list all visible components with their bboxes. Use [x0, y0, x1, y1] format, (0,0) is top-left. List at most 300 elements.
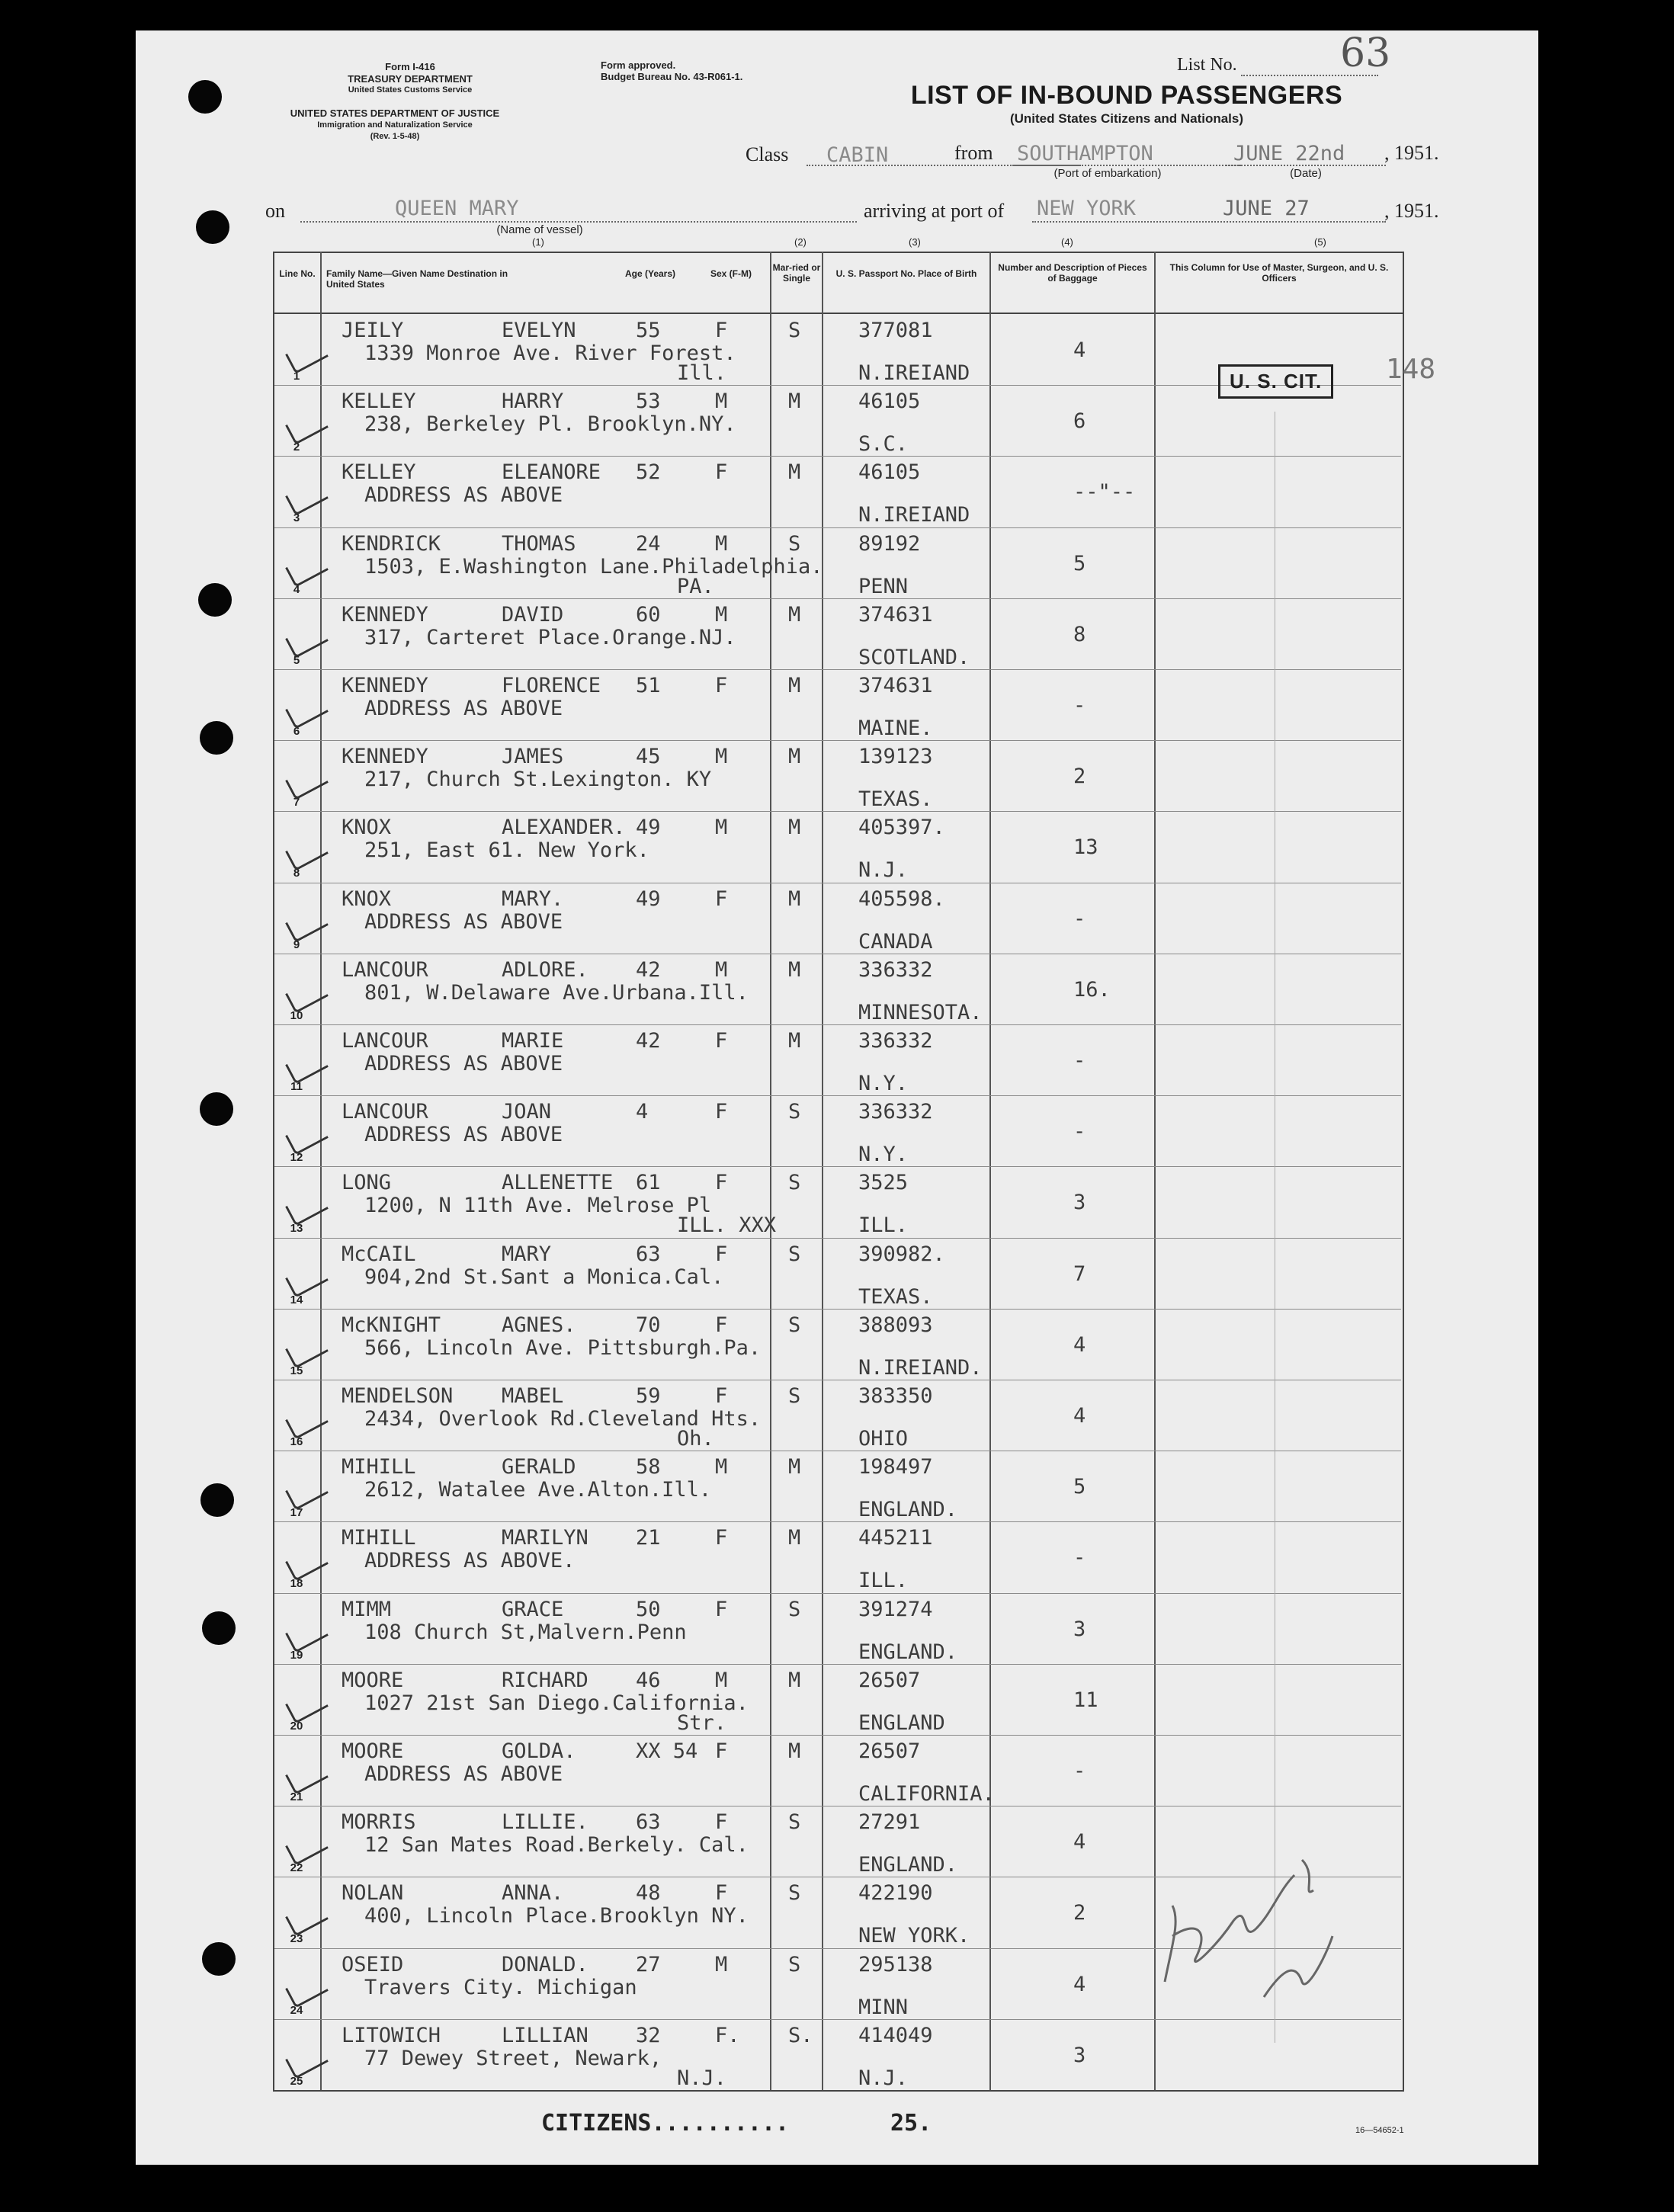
binder-hole	[198, 583, 232, 617]
given-name: GRACE	[502, 1597, 564, 1621]
address: 566, Lincoln Ave. Pittsburgh.Pa.	[364, 1335, 762, 1360]
departure-year: , 1951.	[1384, 142, 1439, 164]
passport-no: 46105	[858, 390, 921, 414]
age: 42	[636, 1029, 661, 1053]
given-name: THOMAS	[502, 531, 576, 556]
place-of-birth: MINN	[858, 1995, 909, 2019]
ins-label: Immigration and Naturalization Service	[317, 120, 473, 130]
baggage: 4	[1073, 338, 1086, 362]
marital-status: S	[788, 1313, 801, 1337]
on-label: on	[265, 200, 285, 222]
given-name: DAVID	[502, 602, 564, 627]
marital-status: S	[788, 319, 801, 342]
sex: F	[715, 1384, 728, 1408]
marital-status: S	[788, 1171, 801, 1195]
age: 42	[636, 957, 661, 982]
given-name: LILLIAN	[502, 2023, 588, 2047]
row-divider	[274, 527, 1401, 528]
marital-status: M	[788, 957, 801, 982]
address: 317, Carteret Place.Orange.NJ.	[364, 625, 736, 649]
sex: M	[715, 957, 728, 982]
passport-no: 383350	[858, 1384, 933, 1408]
passport-no: 377081	[858, 319, 933, 342]
place-of-birth: TEXAS.	[858, 787, 933, 812]
family-name: NOLAN	[342, 1881, 404, 1906]
address: 801, W.Delaware Ave.Urbana.Ill.	[364, 980, 749, 1005]
col-baggage: Number and Description of Pieces of Baggage	[998, 262, 1147, 284]
passport-no: 336332	[858, 957, 933, 982]
age: 49	[636, 886, 661, 911]
marital-status: S	[788, 1952, 801, 1976]
sex: M	[715, 816, 728, 840]
sex: F	[715, 1739, 728, 1763]
form-approved: Form approved.	[601, 59, 676, 71]
officer-signature	[1150, 1829, 1340, 2012]
place-of-birth: N.J.	[858, 858, 909, 883]
col-num-3: (3)	[909, 236, 921, 248]
given-name: ALEXANDER.	[502, 816, 626, 840]
passport-no: 139123	[858, 745, 933, 769]
family-name: KNOX	[342, 886, 392, 911]
col-married: Mar-ried or Single	[772, 262, 821, 284]
passport-no: 26507	[858, 1668, 921, 1692]
given-name: ADLORE.	[502, 957, 588, 982]
line-number: 3	[293, 511, 300, 525]
baggage: 4	[1073, 1404, 1086, 1428]
line-number: 19	[290, 1648, 303, 1662]
passport-no: 27291	[858, 1810, 921, 1835]
vessel-name: QUEEN MARY	[395, 197, 519, 220]
passport-no: 414049	[858, 2023, 933, 2047]
binder-hole	[200, 1483, 234, 1517]
given-name: EVELYN	[502, 319, 576, 342]
address: 238, Berkeley Pl. Brooklyn.NY.	[364, 412, 736, 437]
marital-status: S	[788, 1384, 801, 1408]
row-divider	[274, 1593, 1401, 1594]
baggage: -	[1073, 1120, 1086, 1144]
address: 2612, Watalee Ave.Alton.Ill.	[364, 1478, 712, 1502]
address: ADDRESS AS ABOVE.	[364, 1549, 576, 1573]
age: 49	[636, 816, 661, 840]
place-of-birth: CALIFORNIA.	[858, 1782, 995, 1806]
line-number: 9	[293, 938, 300, 951]
marital-status: M	[788, 1739, 801, 1763]
from-label: from	[954, 142, 993, 164]
citizens-count: 25.	[890, 2110, 932, 2137]
row-divider	[274, 1309, 1401, 1310]
baggage: 2	[1073, 1901, 1086, 1925]
address: ADDRESS AS ABOVE	[364, 1123, 563, 1147]
passport-no: 374631	[858, 674, 933, 697]
passport-no: 295138	[858, 1952, 933, 1976]
row-divider	[274, 1664, 1401, 1665]
given-name: MARY.	[502, 886, 564, 911]
line-number: 22	[290, 1861, 303, 1875]
family-name: JEILY	[342, 319, 404, 342]
address-line-2: Oh.	[677, 1427, 714, 1451]
line-number: 18	[290, 1577, 303, 1591]
given-name: RICHARD	[502, 1668, 588, 1692]
sex: F	[715, 1526, 728, 1550]
line-number: 13	[290, 1222, 303, 1236]
list-no-value: 63	[1340, 30, 1391, 76]
address-line-2: N.J.	[677, 2066, 727, 2090]
form-number: Form I-416	[385, 61, 435, 72]
sex: F.	[715, 2023, 740, 2047]
age: 61	[636, 1171, 661, 1195]
family-name: KENNEDY	[342, 745, 428, 769]
age: 59	[636, 1384, 661, 1408]
col-line-no: Line No.	[279, 268, 316, 279]
marital-status: M	[788, 1029, 801, 1053]
passport-no: 3525	[858, 1171, 909, 1195]
row-divider	[274, 598, 1401, 599]
passport-no: 198497	[858, 1455, 933, 1479]
address-line-2: PA.	[677, 574, 714, 598]
row-divider	[274, 1521, 1401, 1522]
baggage: -	[1073, 1759, 1086, 1783]
baggage: -	[1073, 1546, 1086, 1570]
departure-date: JUNE 22nd	[1233, 142, 1345, 165]
place-of-birth: N.IREIAND	[858, 361, 970, 385]
page-title: LIST OF IN-BOUND PASSENGERS	[910, 81, 1343, 110]
line-number: 16	[290, 1435, 303, 1448]
place-of-birth: ILL.	[858, 1213, 909, 1238]
place-of-birth: S.C.	[858, 432, 909, 457]
address: 251, East 61. New York.	[364, 838, 649, 863]
row-divider	[274, 1166, 1401, 1167]
given-name: JAMES	[502, 745, 564, 769]
sex: F	[715, 1100, 728, 1124]
baggage: 16.	[1073, 977, 1111, 1002]
baggage: 8	[1073, 622, 1086, 646]
age: 63	[636, 1242, 661, 1266]
age: 32	[636, 2023, 661, 2047]
baggage: -	[1073, 906, 1086, 931]
passport-no: 405598.	[858, 886, 945, 911]
passport-no: 391274	[858, 1597, 933, 1621]
row-divider	[274, 1735, 1401, 1736]
col-num-2: (2)	[794, 236, 807, 248]
sex: F	[715, 1597, 728, 1621]
binder-hole	[196, 210, 229, 244]
place-of-birth: MINNESOTA.	[858, 1000, 983, 1024]
row-divider	[274, 1095, 1401, 1096]
line-number: 1	[293, 370, 300, 383]
baggage: 5	[1073, 1475, 1086, 1499]
baggage: 11	[1073, 1688, 1098, 1712]
family-name: MOORE	[342, 1668, 404, 1692]
budget-bureau: Budget Bureau No. 43-R061-1.	[601, 71, 743, 82]
given-name: MARY	[502, 1242, 552, 1266]
class-label: Class	[746, 143, 789, 165]
age: 46	[636, 1668, 661, 1692]
passport-no: 89192	[858, 531, 921, 556]
baggage: --"--	[1073, 480, 1136, 505]
marital-status: S	[788, 531, 801, 556]
passport-no: 388093	[858, 1313, 933, 1337]
binder-hole	[202, 1611, 236, 1645]
arrival-port: NEW YORK	[1037, 197, 1137, 220]
place-of-birth: ENGLAND	[858, 1710, 945, 1735]
baggage: -	[1073, 694, 1086, 717]
address-line-2: Str.	[677, 1710, 727, 1735]
family-name: McKNIGHT	[342, 1313, 441, 1337]
place-of-birth: PENN	[858, 574, 909, 598]
passport-no: 336332	[858, 1100, 933, 1124]
age: 45	[636, 745, 661, 769]
age: 60	[636, 602, 661, 627]
given-name: MARILYN	[502, 1526, 588, 1550]
given-name: HARRY	[502, 390, 564, 414]
age: 51	[636, 674, 661, 697]
age: 4	[636, 1100, 649, 1124]
family-name: MIHILL	[342, 1526, 416, 1550]
marital-status: M	[788, 886, 801, 911]
sex: M	[715, 1952, 728, 1976]
passport-no: 390982.	[858, 1242, 945, 1266]
address: 1339 Monroe Ave. River Forest.	[364, 341, 736, 365]
address: 1503, E.Washington Lane.Philadelphia.	[364, 554, 823, 579]
address: ADDRESS AS ABOVE	[364, 697, 563, 720]
line-number: 15	[290, 1364, 303, 1377]
sex: F	[715, 1242, 728, 1266]
address: ADDRESS AS ABOVE	[364, 1052, 563, 1076]
baggage: 3	[1073, 2043, 1086, 2067]
age: 63	[636, 1810, 661, 1835]
baggage: 4	[1073, 1972, 1086, 1996]
line-number: 12	[290, 1151, 303, 1165]
row-divider	[274, 740, 1401, 741]
marital-status: S	[788, 1597, 801, 1621]
col-sex: Sex (F-M)	[710, 268, 752, 279]
place-of-birth: N.Y.	[858, 1143, 909, 1167]
baggage: 5	[1073, 551, 1086, 575]
sex: M	[715, 390, 728, 414]
marital-status: M	[788, 816, 801, 840]
family-name: MIMM	[342, 1597, 392, 1621]
address: 77 Dewey Street, Newark,	[364, 2046, 662, 2070]
place-of-birth: NEW YORK.	[858, 1924, 970, 1948]
address: ADDRESS AS ABOVE	[364, 1762, 563, 1786]
col-num-5: (5)	[1314, 236, 1326, 248]
row-divider	[274, 456, 1401, 457]
address: 12 San Mates Road.Berkely. Cal.	[364, 1833, 749, 1858]
baggage: -	[1073, 1049, 1086, 1072]
line-number: 11	[290, 1080, 303, 1093]
given-name: DONALD.	[502, 1952, 588, 1976]
col-officers: This Column for Use of Master, Surgeon, and U. S. Officers	[1169, 262, 1389, 284]
sex: F	[715, 319, 728, 342]
col-passport: U. S. Passport No. Place of Birth	[835, 268, 977, 279]
passport-no: 405397.	[858, 816, 945, 840]
manifest-sheet	[136, 30, 1538, 2165]
given-name: ELEANORE	[502, 460, 601, 485]
family-name: LANCOUR	[342, 957, 428, 982]
place-of-birth: ILL.	[858, 1569, 909, 1593]
place-of-birth: N.Y.	[858, 1072, 909, 1095]
age: 48	[636, 1881, 661, 1906]
family-name: KELLEY	[342, 390, 416, 414]
sex: F	[715, 1881, 728, 1906]
customs-service: United States Customs Service	[348, 85, 473, 95]
given-name: FLORENCE	[502, 674, 601, 697]
place-of-birth: N.J.	[858, 2066, 909, 2090]
age: XX 54	[636, 1739, 698, 1763]
line-number: 17	[290, 1506, 303, 1520]
date-caption: (Date)	[1290, 167, 1322, 180]
sex: F	[715, 886, 728, 911]
given-name: ANNA.	[502, 1881, 564, 1906]
family-name: KENNEDY	[342, 674, 428, 697]
sex: M	[715, 602, 728, 627]
sex: M	[715, 1668, 728, 1692]
family-name: OSEID	[342, 1952, 404, 1976]
given-name: ALLENETTE	[502, 1171, 614, 1195]
family-name: KELLEY	[342, 460, 416, 485]
age: 58	[636, 1455, 661, 1479]
family-name: LANCOUR	[342, 1100, 428, 1124]
binder-hole	[200, 721, 233, 755]
sex: F	[715, 460, 728, 485]
marital-status: M	[788, 460, 801, 485]
address: 904,2nd St.Sant a Monica.Cal.	[364, 1265, 724, 1289]
address: 2434, Overlook Rd.Cleveland Hts.	[364, 1407, 762, 1431]
binder-hole	[200, 1092, 233, 1126]
address: 217, Church St.Lexington. KY	[364, 768, 712, 792]
passport-no: 445211	[858, 1526, 933, 1550]
line-number: 7	[293, 796, 300, 809]
us-citizen-stamp: U. S. CIT.	[1218, 364, 1333, 399]
form-code: 16—54652-1	[1355, 2126, 1404, 2135]
sex: M	[715, 1455, 728, 1479]
place-of-birth: ENGLAND.	[858, 1640, 958, 1664]
age: 21	[636, 1526, 661, 1550]
sex: M	[715, 745, 728, 769]
baggage: 4	[1073, 1332, 1086, 1357]
passport-no: 26507	[858, 1739, 921, 1763]
given-name: MARIE	[502, 1029, 564, 1053]
family-name: LITOWICH	[342, 2023, 441, 2047]
line-number: 2	[293, 441, 300, 454]
baggage: 7	[1073, 1261, 1086, 1286]
family-name: KENDRICK	[342, 531, 441, 556]
stamp-number: 148	[1386, 354, 1436, 385]
given-name: LILLIE.	[502, 1810, 588, 1835]
line-number: 24	[290, 2003, 303, 2017]
age: 50	[636, 1597, 661, 1621]
page-subtitle: (United States Citizens and Nationals)	[1009, 111, 1244, 126]
baggage: 3	[1073, 1191, 1086, 1215]
port-caption: (Port of embarkation)	[1053, 167, 1162, 180]
address: 400, Lincoln Place.Brooklyn NY.	[364, 1904, 749, 1928]
age: 55	[636, 319, 661, 342]
citizens-label: CITIZENS..........	[541, 2110, 790, 2137]
marital-status: S.	[788, 2023, 813, 2047]
given-name: JOAN	[502, 1100, 552, 1124]
marital-status: S	[788, 1242, 801, 1266]
given-name: MABEL	[502, 1384, 564, 1408]
marital-status: M	[788, 745, 801, 769]
line-number: 14	[290, 1293, 303, 1306]
row-divider	[274, 1024, 1401, 1025]
address: 108 Church St,Malvern.Penn	[364, 1620, 687, 1644]
place-of-birth: N.IREIAND	[858, 503, 970, 527]
marital-status: M	[788, 602, 801, 627]
line-number: 25	[290, 2074, 303, 2088]
passport-no: 422190	[858, 1881, 933, 1906]
address: ADDRESS AS ABOVE	[364, 483, 563, 508]
row-divider	[274, 2019, 1401, 2020]
row-divider	[274, 811, 1401, 812]
age: 53	[636, 390, 661, 414]
place-of-birth: SCOTLAND.	[858, 645, 970, 669]
line-number: 6	[293, 725, 300, 738]
family-name: LANCOUR	[342, 1029, 428, 1053]
marital-status: M	[788, 390, 801, 414]
binder-hole	[188, 80, 222, 114]
baggage: 2	[1073, 765, 1086, 789]
passport-no: 374631	[858, 602, 933, 627]
sex: F	[715, 1313, 728, 1337]
marital-status: M	[788, 1526, 801, 1550]
col-num-1: (1)	[532, 236, 544, 248]
place-of-birth: CANADA	[858, 929, 933, 954]
family-name: KNOX	[342, 816, 392, 840]
marital-status: S	[788, 1100, 801, 1124]
family-name: KENNEDY	[342, 602, 428, 627]
place-of-birth: ENGLAND.	[858, 1498, 958, 1522]
passport-no: 46105	[858, 460, 921, 485]
baggage: 13	[1073, 835, 1098, 860]
marital-status: M	[788, 674, 801, 697]
department-of-justice: UNITED STATES DEPARTMENT OF JUSTICE	[290, 107, 500, 119]
address: 1200, N 11th Ave. Melrose Pl	[364, 1194, 712, 1218]
col-name: Family Name—Given Name Destination in United States	[326, 268, 508, 290]
address: ADDRESS AS ABOVE	[364, 909, 563, 934]
sex: F	[715, 1171, 728, 1195]
given-name: GERALD	[502, 1455, 576, 1479]
baggage: 4	[1073, 1830, 1086, 1855]
vessel-caption: (Name of vessel)	[496, 223, 583, 236]
marital-status: S	[788, 1881, 801, 1906]
row-divider	[274, 1238, 1401, 1239]
line-number: 8	[293, 867, 300, 880]
age: 27	[636, 1952, 661, 1976]
arriving-label: arriving at port of	[864, 200, 1005, 222]
col-age: Age (Years)	[624, 268, 676, 279]
age: 24	[636, 531, 661, 556]
address: 1027 21st San Diego.California.	[364, 1691, 749, 1715]
family-name: LONG	[342, 1171, 392, 1195]
place-of-birth: N.IREIAND.	[858, 1355, 983, 1380]
passport-no: 336332	[858, 1029, 933, 1053]
row-divider	[274, 669, 1401, 670]
marital-status: S	[788, 1810, 801, 1835]
family-name: MOORE	[342, 1739, 404, 1763]
from-value: SOUTHAMPTON	[1017, 142, 1153, 165]
place-of-birth: OHIO	[858, 1427, 909, 1451]
place-of-birth: MAINE.	[858, 716, 933, 740]
line-number: 5	[293, 653, 300, 667]
sex: F	[715, 674, 728, 697]
family-name: McCAIL	[342, 1242, 416, 1266]
family-name: MORRIS	[342, 1810, 416, 1835]
age: 70	[636, 1313, 661, 1337]
baggage: 3	[1073, 1617, 1086, 1641]
place-of-birth: TEXAS.	[858, 1284, 933, 1309]
line-number: 23	[290, 1932, 303, 1946]
